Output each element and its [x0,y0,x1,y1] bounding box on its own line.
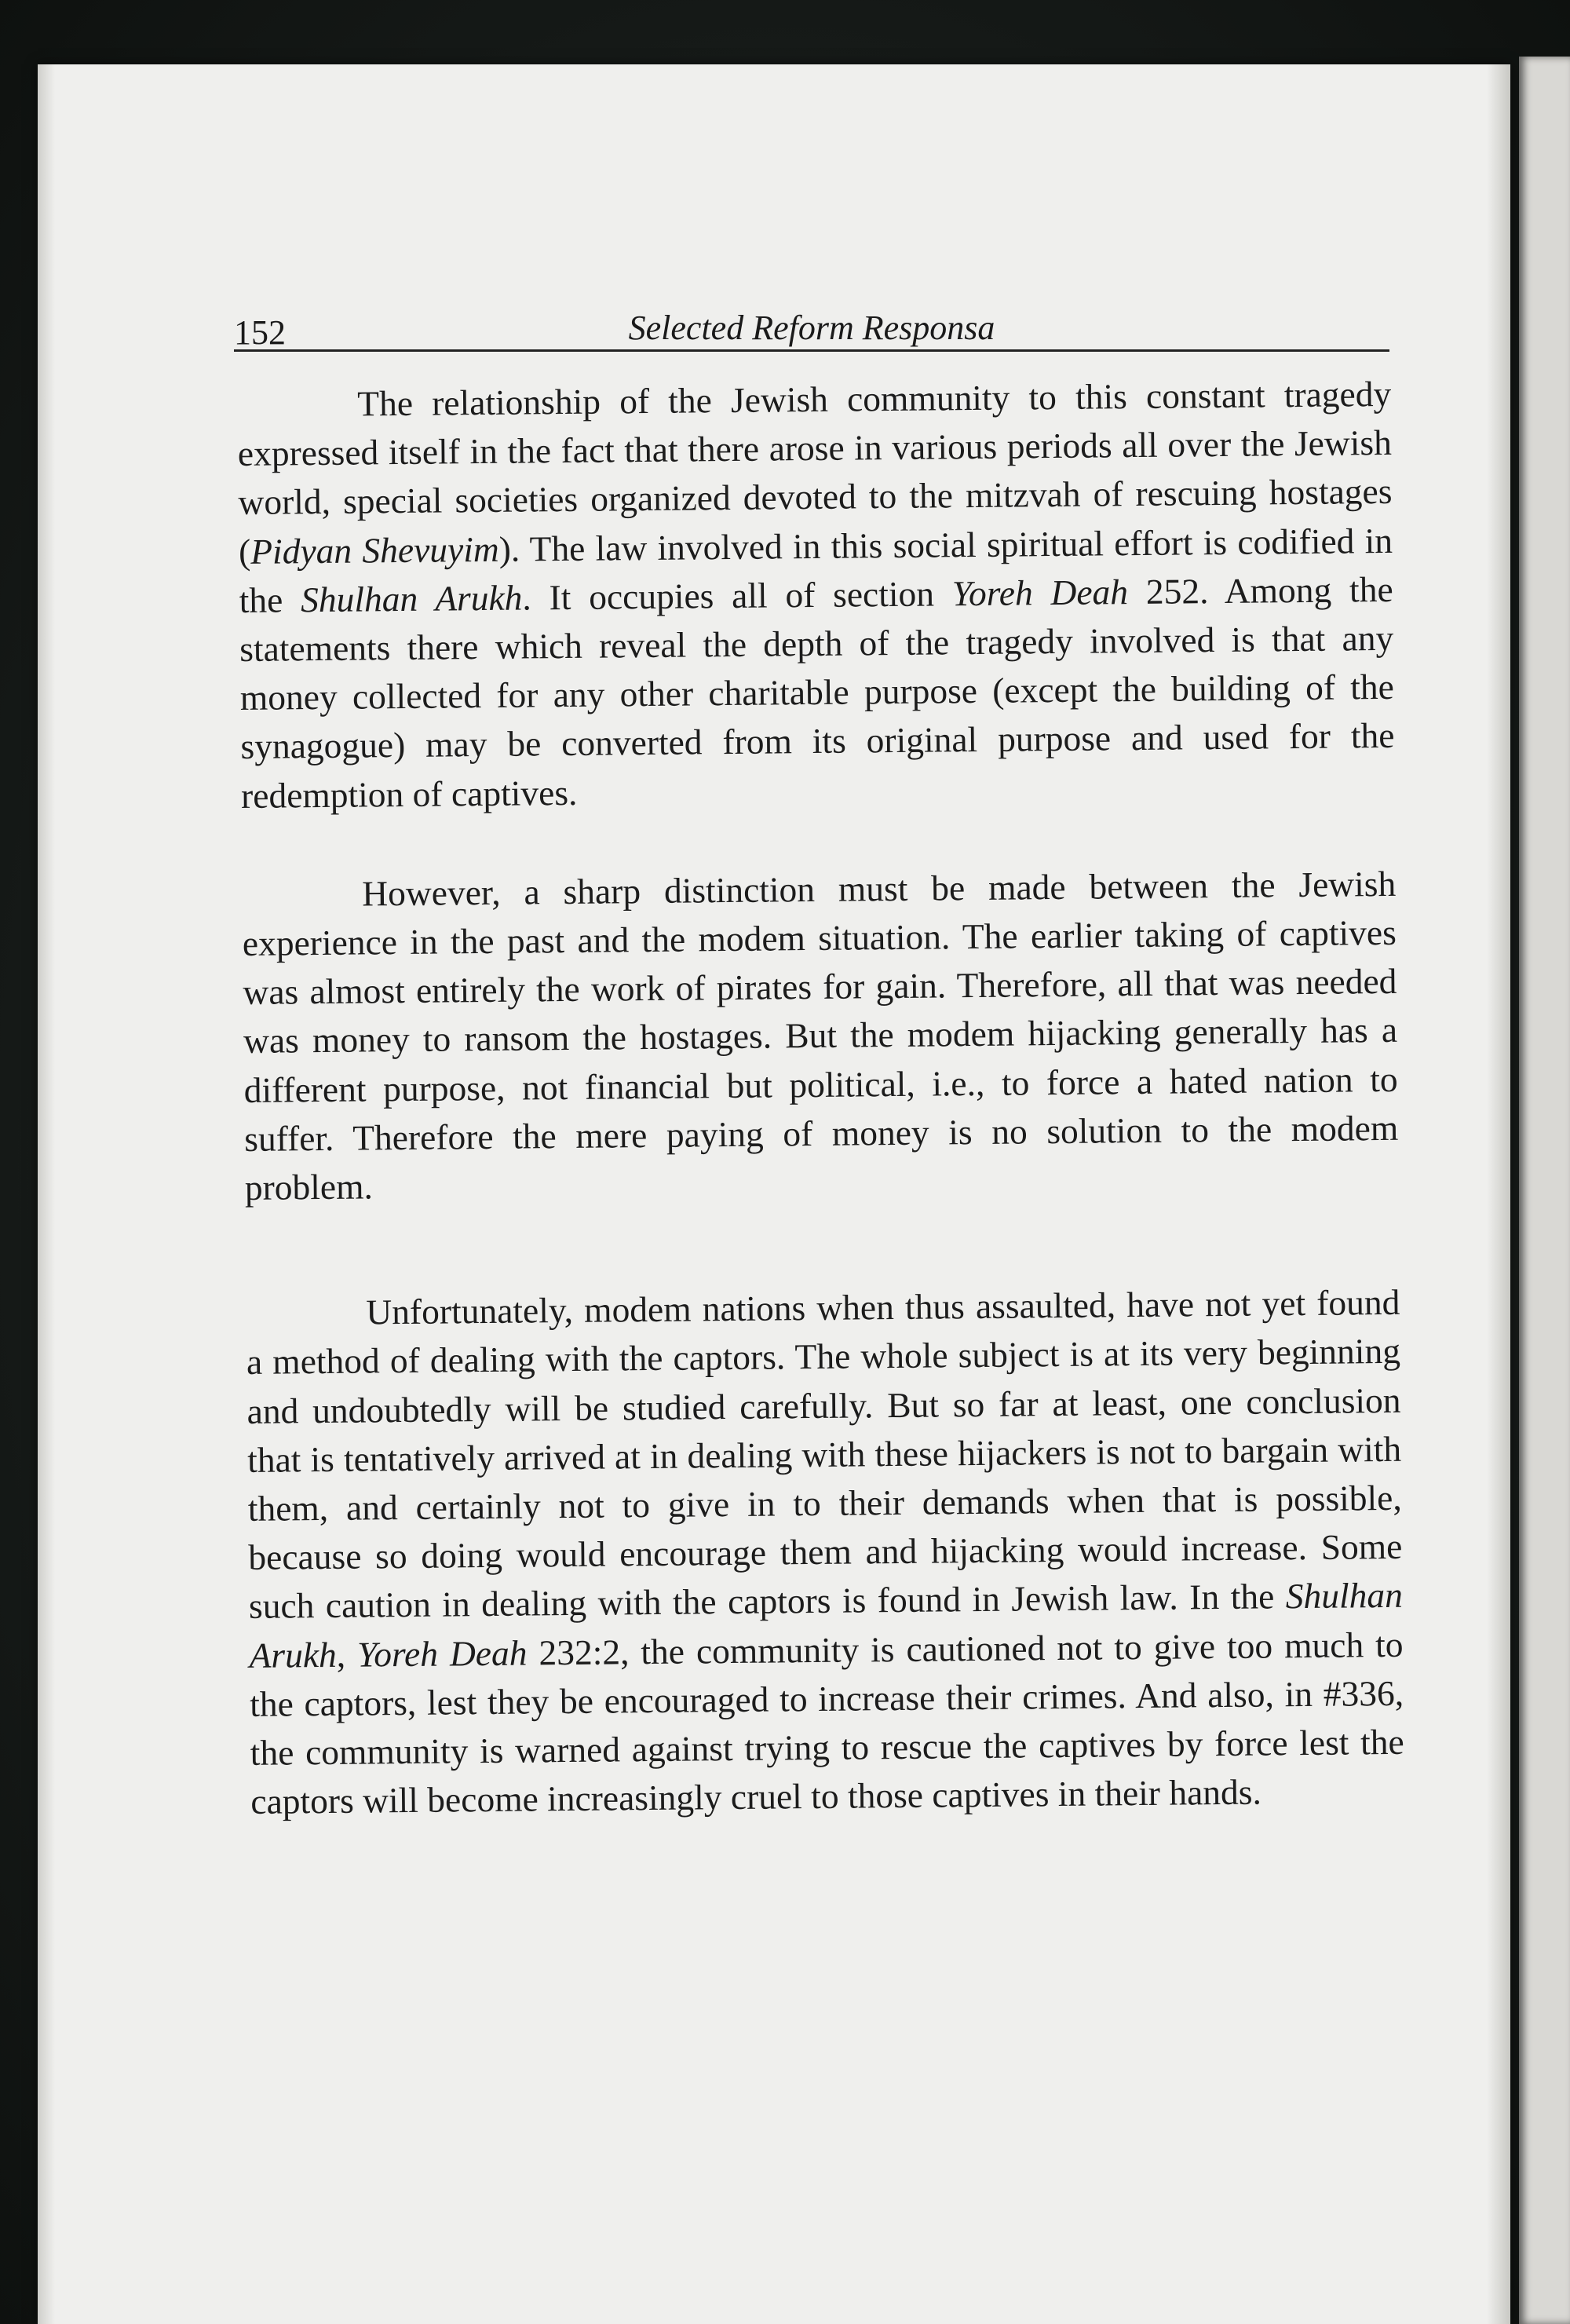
page-edge-shade [1487,64,1510,2324]
paragraph-1 [237,370,1395,820]
paragraph-1-text: . It occupies all of section [522,573,953,618]
body-text [237,370,1405,1827]
paragraph-1-text: The relationship of the Jewish community to this constant tragedy expressed itself in the fact that there arose in various periods all over the Jewish world, special societies organized devoted to the mitzvah of rescuing hostages ( [237,373,1393,572]
term-yoreh-deah: Yoreh Deah [951,571,1129,614]
paragraph-3 [246,1278,1405,1826]
paragraph-2-text: However, a sharp distinction must be made between the Jewish experience in the past and the modem situation. The earlier taking of captives was almost entirely the work of pirates for gain. Therefore, all that was needed was money to ransom the hostages. But the modem hijacking generally has a different purpose, not financial but political, i.e., to force a hated nation to suffer. Therefore the mere paying of money is no solution to the modem problem. [242,863,1399,1208]
page-gutter-shade [38,64,55,2324]
running-head: Selected Reform Responsa [628,309,995,347]
term-shulhan-arukh: Shulhan Arukh [249,1575,1404,1675]
paragraph-3-text: Unfortunately, modem nations when thus assaulted, have not yet found a method of dealing with the captors. The whole subject is at its very beginning and undoubtedly will be studied carefully. But so far at least, one conclusion that is tentatively arrived at in dealing with these hijackers is not to bargain with them, and certainly not to give in to their demands when that is possible, because so doing would encourage them and hijacking would increase. Some such caution in dealing with the captors is found in Jewish law. In the [246,1282,1403,1627]
paragraph-2 [242,860,1399,1213]
term-pidyan-shevuyim: Pidyan Shevuyim [250,528,499,572]
term-shulhan-arukh: Shulhan Arukh [300,577,523,620]
paragraph-3-text: , [336,1634,358,1675]
term-yoreh-deah: Yoreh Deah [356,1632,528,1675]
page-number: 152 [234,313,286,352]
paragraph-3-text: 232:2, the community is cautioned not to give too much to the captors, lest they be encouraged to increase their crimes. And also, in #336, the community is warned against trying to rescue the captives by force lest the captors will become increasingly cruel to those captives in their hands. [249,1624,1404,1822]
paragraph-1-text: 252. Among the statements there which reveal the depth of the tragedy involved is that any money collected for any other charitable purpose (except the building of the synagogue) may be converted from its original purpose and used for the redemption of captives. [239,568,1395,816]
facing-page-edge [1519,57,1570,2324]
header-rule [234,349,1389,352]
paragraph-1-text: ). The law involved in this social spiritual effort is codified in the [239,520,1393,620]
page-header [234,236,1389,353]
